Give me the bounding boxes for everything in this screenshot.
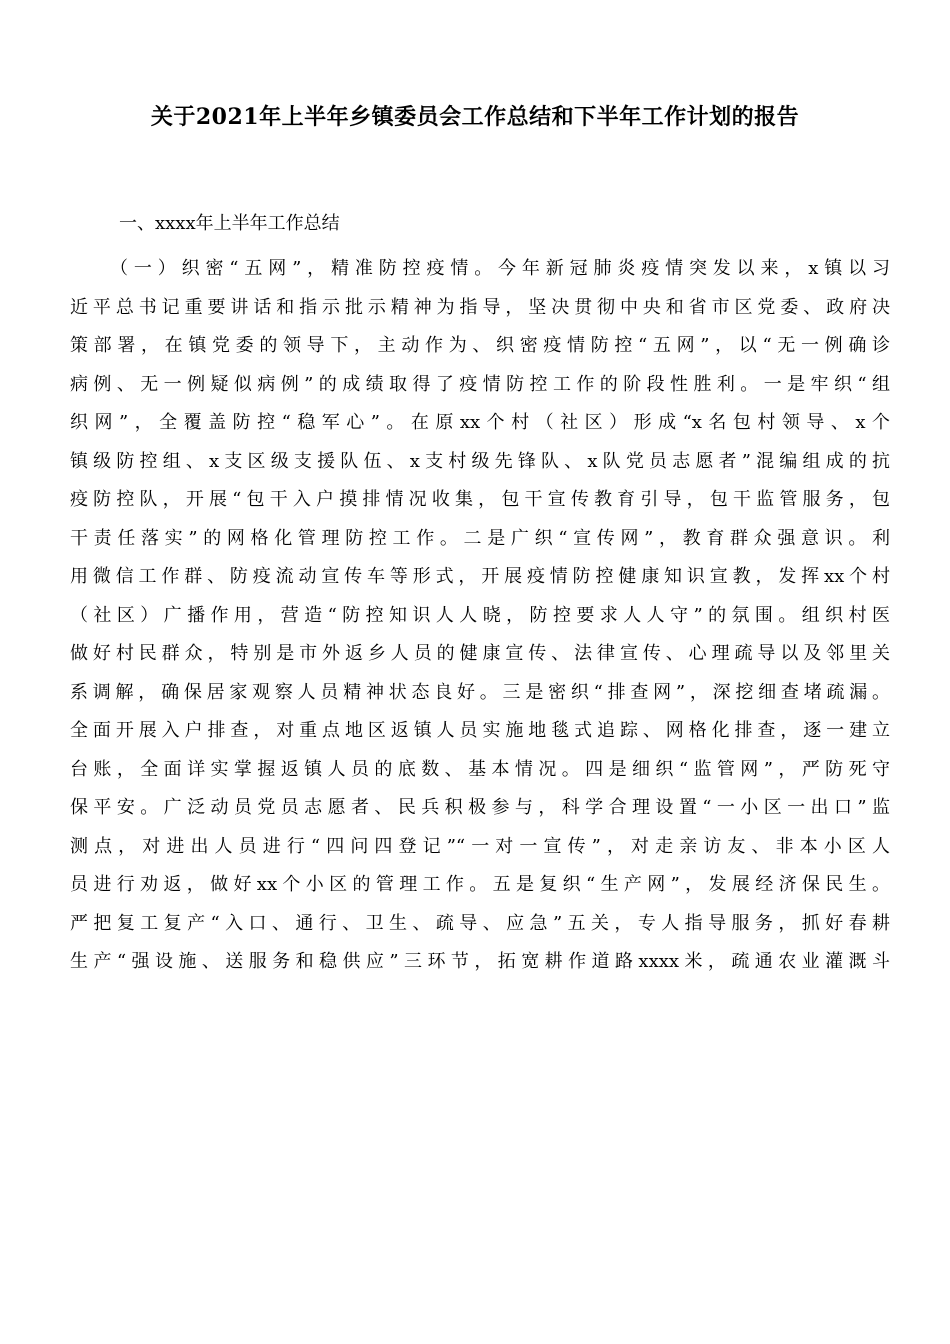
paragraph-line: 测点，对进出人员进行“四问四登记”“一对一宣传”，对走亲访友、非本小区人: [70, 835, 890, 857]
paragraph-line: （一）织密“五网”，精准防控疫情。今年新冠肺炎疫情突发以来，x镇以习: [110, 258, 890, 279]
section-heading: 一、xxxx年上半年工作总结: [119, 213, 340, 234]
paragraph-line: 全面开展入户排查，对重点地区返镇人员实施地毯式追踪、网格化排查，逐一建立: [70, 720, 890, 741]
paragraph-line: 策部署，在镇党委的领导下，主动作为、织密疫情防控“五网”，以“无一例确诊: [70, 335, 890, 356]
paragraph-line: 系调解，确保居家观察人员精神状态良好。三是密织“排查网”，深挖细查堵疏漏。: [70, 681, 890, 703]
paragraph-line: 镇级防控组、x支区级支援队伍、x支村级先锋队、x队党员志愿者”混编组成的抗: [70, 450, 890, 472]
body-paragraph: [70, 250, 890, 982]
paragraph-line: 做好村民群众，特别是市外返乡人员的健康宣传、法律宣传、心理疏导以及邻里关: [70, 643, 890, 664]
paragraph-line: 近平总书记重要讲话和指示批示精神为指导，坚决贯彻中央和省市区党委、政府决: [70, 296, 890, 318]
paragraph-line: 台账，全面详实掌握返镇人员的底数、基本情况。四是细织“监管网”，严防死守: [70, 758, 890, 780]
document-title: 关于2021年上半年乡镇委员会工作总结和下半年工作计划的报告: [150, 104, 800, 130]
paragraph-line: 严把复工复产“入口、通行、卫生、疏导、应急”五关，专人指导服务，抓好春耕: [70, 912, 890, 934]
paragraph-line: 生产“强设施、送服务和稳供应”三环节，拓宽耕作道路xxxx米，疏通农业灌溉斗: [70, 951, 890, 972]
paragraph-line: 病例、无一例疑似病例”的成绩取得了疫情防控工作的阶段性胜利。一是牢织“组: [70, 373, 890, 395]
paragraph-line: 疫防控队，开展“包干入户摸排情况收集，包干宣传教育引导，包干监管服务，包: [70, 489, 890, 510]
paragraph-line: 保平安。广泛动员党员志愿者、民兵积极参与，科学合理设置“一小区一出口”监: [70, 797, 890, 818]
paragraph-line: （社区）广播作用，营造“防控知识人人晓，防控要求人人守”的氛围。组织村医: [70, 604, 890, 626]
paragraph-line: 员进行劝返，做好xx个小区的管理工作。五是复织“生产网”，发展经济保民生。: [70, 874, 890, 895]
paragraph-line: 织网”，全覆盖防控“稳军心”。在原xx个村（社区）形成“x名包村领导、x个: [70, 412, 890, 433]
paragraph-line: 干责任落实”的网格化管理防控工作。二是广织“宣传网”，教育群众强意识。利: [70, 527, 890, 549]
paragraph-line: 用微信工作群、防疫流动宣传车等形式，开展疫情防控健康知识宣教，发挥xx个村: [70, 566, 890, 587]
